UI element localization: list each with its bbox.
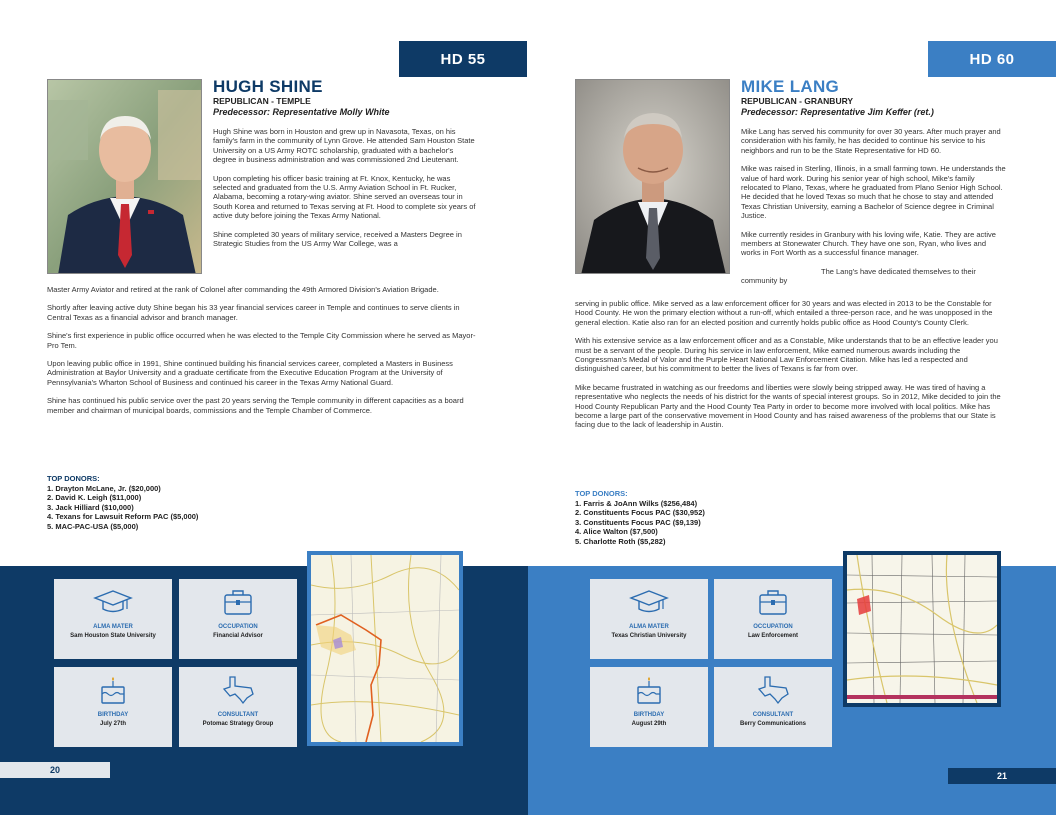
card-label: OCCUPATION bbox=[753, 624, 793, 630]
birthday-card bbox=[590, 667, 708, 747]
consultant-card bbox=[179, 667, 297, 747]
candidate-predecessor: Predecessor: Representative Jim Keffer (ret.) bbox=[741, 107, 934, 117]
bio-full bbox=[575, 299, 1007, 439]
top-donors bbox=[575, 489, 705, 547]
birthday-card bbox=[54, 667, 172, 747]
card-value: Berry Communications bbox=[739, 721, 806, 727]
donor-item: 5. MAC-PAC-USA ($5,000) bbox=[47, 521, 139, 531]
donor-item: 4. Alice Walton ($7,500) bbox=[575, 527, 658, 537]
donor-item: 1. Farris & JoAnn Wilks ($256,484) bbox=[575, 498, 698, 508]
occupation-card bbox=[714, 579, 832, 659]
donor-item: 3. Jack Hilliard ($10,000) bbox=[47, 502, 134, 512]
card-value: Potomac Strategy Group bbox=[202, 721, 274, 727]
card-label: ALMA MATER bbox=[629, 624, 669, 630]
card-label: CONSULTANT bbox=[217, 712, 259, 718]
card-label: CONSULTANT bbox=[752, 712, 794, 718]
district-tab: HD 60 bbox=[928, 41, 1056, 77]
texas-outline-icon bbox=[218, 675, 258, 705]
card-label: BIRTHDAY bbox=[97, 712, 129, 718]
candidate-name: MIKE LANG bbox=[741, 77, 840, 96]
district-tab: HD 55 bbox=[399, 41, 527, 77]
bio-top bbox=[213, 127, 478, 248]
donor-item: 4. Texans for Lawsuit Reform PAC ($5,000) bbox=[47, 512, 199, 522]
card-value: Texas Christian University bbox=[611, 633, 687, 639]
bio-paragraph: Mike Lang has served his community for over 30 years. After much prayer and consideration with his family, he has decided to continue his service to his neighbors and run to be the State Representative for HD 60. bbox=[741, 127, 1001, 155]
card-value: Financial Advisor bbox=[213, 633, 263, 639]
donors-heading: TOP DONORS: bbox=[47, 474, 100, 483]
candidate-party: REPUBLICAN - GRANBURY bbox=[741, 96, 854, 106]
district-map bbox=[843, 551, 1001, 707]
alma-mater-card bbox=[54, 579, 172, 659]
alma-mater-card bbox=[590, 579, 708, 659]
page-right bbox=[528, 0, 1056, 815]
donor-item: 1. Drayton McLane, Jr. ($20,000) bbox=[47, 483, 161, 493]
donor-item: 2. David K. Leigh ($11,000) bbox=[47, 493, 142, 503]
bio-paragraph: Upon leaving public office in 1991, Shine continued building his financial services career, completed a Masters in Business Administration at Baylor University and a graduate certificate from the Executive Education Program at the University of Pennsylvania's Wharton School of Business and continued his career in the Texas Army National Guard. bbox=[47, 359, 453, 387]
consultant-card bbox=[714, 667, 832, 747]
bio-paragraph: serving in public office. Mike served as a law enforcement officer for 30 years and was elected in 2013 to be the Constable for Hood County. He won the primary election without a run-off, which entailed a three-person race, and he was unopposed in the general election. Katie also ran for an elected position and currently holds public office as Hood County's County Clerk. bbox=[575, 299, 993, 327]
birthday-cake-icon bbox=[629, 675, 669, 705]
occupation-card bbox=[179, 579, 297, 659]
top-donors bbox=[47, 474, 198, 532]
bio-paragraph: Shine has continued his public service over the past 20 years serving the Temple community in different capacities as a board member and chairman of municipal boards, commissions and the Temple Chamber of Commerce. bbox=[47, 396, 464, 415]
bio-top bbox=[741, 127, 1006, 286]
candidate-photo bbox=[47, 79, 202, 274]
candidate-name: HUGH SHINE bbox=[213, 77, 323, 96]
texas-outline-icon bbox=[753, 675, 793, 705]
bio-paragraph: With his extensive service as a law enforcement officer and as a Constable, Mike understands that to be an effective leader you must be a servant of the people. During his service in law enforcement, Mike earned numerous awards including the Congressman's Medal of Valor and the Purple Heart National Law Enforcement Citation. Mike has led a respected and distinguished career, but his commitment to better the lives of Texans is far from over. bbox=[575, 336, 998, 374]
briefcase-icon bbox=[218, 587, 258, 617]
donors-heading: TOP DONORS: bbox=[575, 489, 628, 498]
page-number: 21 bbox=[948, 768, 1056, 784]
bio-paragraph: Mike was raised in Sterling, Illinois, in a small farming town. He understands the value of hard work. During his senior year of high school, Mike's family relocated to Plano, Texas, where he graduated from Plano Senior High School. He decided that he loved Texas so much that he chose to stay and attended Texas Christian University, earning a Bachelor of Science degree in Criminal Justice. bbox=[741, 164, 1006, 221]
candidate-photo bbox=[575, 79, 730, 274]
bio-full bbox=[47, 285, 479, 424]
district-map bbox=[307, 551, 463, 746]
bio-paragraph: Mike currently resides in Granbury with his loving wife, Katie. They are active members at Stonewater Church. They have one son, Ryan, who lives and works in Fort Worth as a successful finance manager. bbox=[741, 229, 996, 258]
card-label: OCCUPATION bbox=[218, 624, 258, 630]
donor-item: 5. Charlotte Roth ($5,282) bbox=[575, 536, 666, 546]
birthday-cake-icon bbox=[93, 675, 133, 705]
bio-paragraph: Hugh Shine was born in Houston and grew up in Navasota, Texas, on his family's farm in the community of Lynn Grove. He attended Sam Houston State University on a US Army ROTC scholarship, graduated with a bachelor's degree in business administration and was commissioned 2nd Lieutenant. bbox=[213, 127, 475, 165]
briefcase-icon bbox=[753, 587, 793, 617]
graduation-cap-icon bbox=[629, 587, 669, 617]
bio-paragraph: The Lang's have dedicated themselves to their community by bbox=[741, 266, 976, 286]
card-label: ALMA MATER bbox=[93, 624, 133, 630]
page-number: 20 bbox=[0, 762, 110, 778]
card-value: Law Enforcement bbox=[747, 633, 798, 639]
donor-item: 2. Constituents Focus PAC ($30,952) bbox=[575, 508, 705, 518]
card-value: August 29th bbox=[631, 721, 667, 727]
card-value: July 27th bbox=[99, 721, 126, 727]
bio-paragraph: Shortly after leaving active duty Shine began his 33 year financial services career in Temple and continues to serve clients in Central Texas as a financial advisor and branch manager. bbox=[47, 303, 460, 322]
donor-item: 3. Constituents Focus PAC ($9,139) bbox=[575, 517, 701, 527]
graduation-cap-icon bbox=[93, 587, 133, 617]
candidate-party: REPUBLICAN - TEMPLE bbox=[213, 96, 311, 106]
bio-paragraph: Upon completing his officer basic training at Ft. Knox, Kentucky, he was selected and graduated from the U.S. Army Aviation School in Ft. Rucker, Alabama, becoming a rotary-wing aviator. Shine served an overseas tour in South Korea and returned to Texas serving at Ft. Hood to complete six years of active duty before joining the Texas Army National. bbox=[213, 173, 476, 221]
bio-paragraph: Master Army Aviator and retired at the rank of Colonel after commanding the 49th Armored Division's Aviation Brigade. bbox=[47, 285, 439, 294]
card-value: Sam Houston State University bbox=[70, 633, 156, 639]
card-label: BIRTHDAY bbox=[633, 712, 665, 718]
bio-paragraph: Shine completed 30 years of military service, received a Masters Degree in Strategic Studies from the US Army War College, was a bbox=[213, 229, 462, 249]
bio-paragraph: Shine's first experience in public office occurred when he was elected to the Temple City Commission where he served as Mayor-Pro Tem. bbox=[47, 331, 476, 350]
bio-paragraph: Mike became frustrated in watching as our freedoms and liberties were slowly being stripped away. He was tired of having a representative who neglects the needs of his district for the wants of special interest groups. So in 2012, Mike decided to join the Hood County Republican Party and the Hood County Tea Party in order to become more involved with local politics. Mike has become a large part of the conservative movement in Hood County and has raised awareness of the problems that our State is facing due to the lack of leadership in Austin. bbox=[575, 382, 1001, 430]
candidate-predecessor: Predecessor: Representative Molly White bbox=[213, 107, 390, 117]
